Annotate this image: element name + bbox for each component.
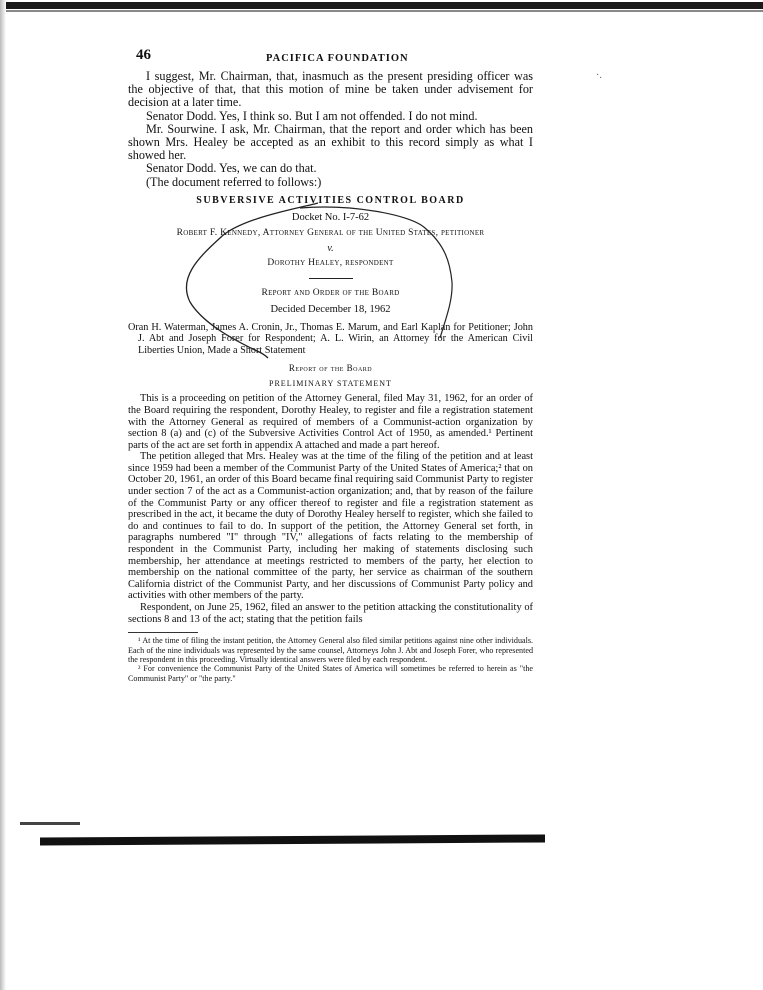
scan-smudge	[20, 822, 80, 825]
footnote: ² For convenience the Communist Party of the United States of America will sometimes be referred to herein as "the Communist Party" or "the party."	[128, 664, 533, 683]
versus: v.	[327, 242, 334, 254]
report-heading: Report of the Board	[288, 363, 373, 374]
footnote: ¹ At the time of filing the instant petition, the Attorney General also filed similar petitions against nine other individuals. Each of the nine individuals was represented by the same counsel, Attorneys John J. Abt and Joseph Forer, who represented the respondent in this proceeding. Virtually identical answers were filed by each respondent.	[128, 636, 533, 665]
section-heading: PRELIMINARY STATEMENT	[269, 379, 392, 389]
paragraph: This is a proceeding on petition of the Attorney General, filed May 31, 1962, for an order of the Board requiring the respondent, Dorothy Healey, to register and file a registration statement with the Attorney General as required of members of a Communist-action organization by section 8 (a) and (c) of the Subversive Activities Control Act of 1950, as amended.¹ Pertinent parts of the act are set forth in appendix A attached and made a part hereof.	[128, 393, 533, 451]
board-title: SUBVERSIVE ACTIVITIES CONTROL BOARD	[196, 194, 465, 206]
paragraph: I suggest, Mr. Chairman, that, inasmuch as the present presiding officer was the objective of that, that this motion of mine be taken under advisement for decision at a later time.	[128, 69, 533, 110]
paragraph: Senator Dodd. Yes, I think so. But I am not offended. I do not mind.	[146, 108, 478, 123]
paragraph: Mr. Sourwine. I ask, Mr. Chairman, that the report and order which has been shown Mrs. Healey be accepted as an exhibit to this record simply as what I showed her.	[128, 121, 533, 163]
document-page	[128, 44, 533, 683]
report-body	[128, 393, 533, 625]
scan-edge-left	[0, 0, 6, 990]
paragraph: (The document referred to follows:)	[146, 174, 322, 189]
respondent-line: Dorothy Healey, respondent	[267, 257, 394, 268]
page-number: 46	[136, 47, 151, 63]
report-order-heading: Report and Order of the Board	[261, 287, 400, 298]
running-title: PACIFICA FOUNDATION	[266, 53, 409, 64]
page-header	[128, 44, 533, 70]
footnote-rule	[128, 632, 198, 633]
paragraph: Respondent, on June 25, 1962, filed an answer to the petition attacking the constitutionality of sections 8 and 13 of the act; stating that the petition fails	[128, 602, 533, 625]
counsel-listing: Oran H. Waterman, James A. Cronin, Jr., Thomas E. Marum, and Earl Kaplan for Petitioner; John J. Abt and Joseph Forer for Respondent; A. L. Wirin, an Attorney for the American Civil Liberties Union, Made a Short Statement	[128, 321, 533, 356]
docket-number: Docket No. I-7-62	[291, 211, 370, 223]
scan-edge-top	[0, 2, 763, 9]
scan-edge-bottom	[40, 834, 545, 845]
scan-edge-top-line	[0, 10, 763, 12]
footnotes	[128, 636, 533, 683]
petitioner-line: Robert F. Kennedy, Attorney General of the United States, petitioner	[176, 227, 485, 238]
testimony-text	[128, 70, 533, 189]
divider	[309, 278, 353, 279]
decided-date: Decided December 18, 1962	[270, 303, 391, 315]
paragraph: The petition alleged that Mrs. Healey was at the time of the filing of the petition and at least since 1959 had been a member of the Communist Party of the United States of America;² that on October 20, 1961, an order of this Board became final requiring said Communist Party to register under section 7 of the act as a Communist-action organization; and, that by reason of the failure of the Communist Party or any officer thereof to register and file a registration statement as prescribed in the act, it became the duty of Dorothy Healey herself to register, which she failed to do and continues to fail to do. In support of the petition, the Attorney General set forth, in paragraphs numbered "I" through "IV," allegations of facts relating to the membership of respondent in the Communist Party, including her making of statements disclosing such membership, her attendance at meetings restricted to members of the party, her election to membership on the national committee of the party, her service as chairman of the southern California district of the Communist Party, and her discussions of Communist Party policy and activities with other members of the party.	[128, 451, 533, 602]
paragraph: Senator Dodd. Yes, we can do that.	[146, 161, 317, 176]
scan-speck: ·.	[596, 70, 602, 81]
